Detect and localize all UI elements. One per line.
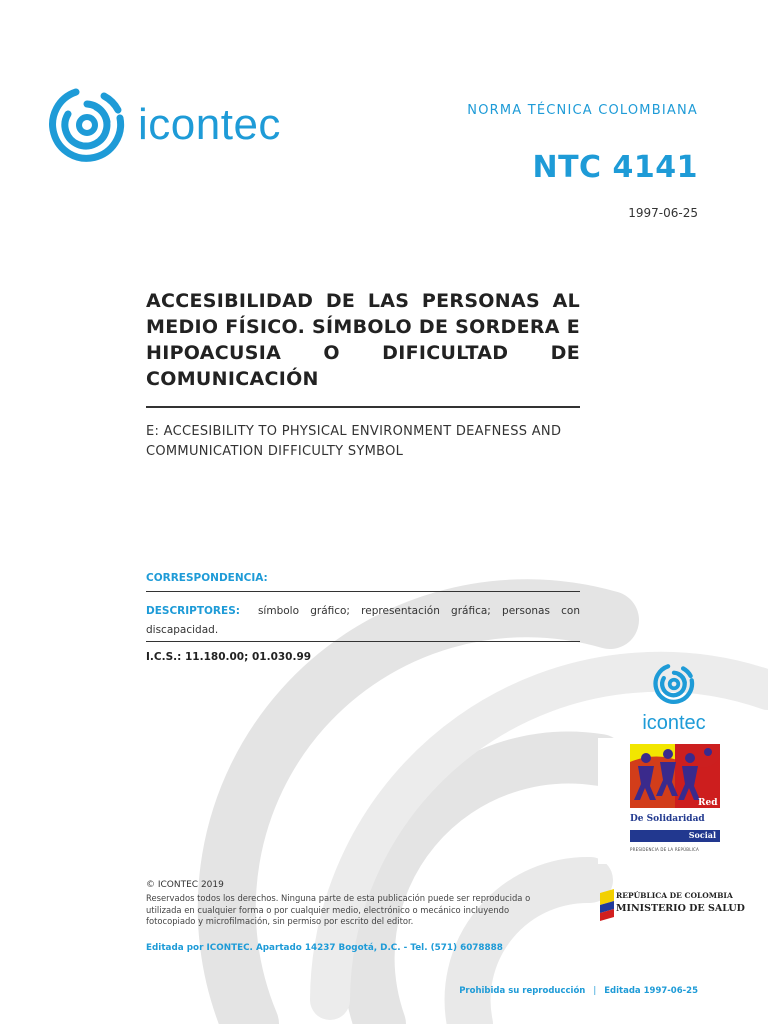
ministerio-salud-logo (598, 885, 754, 925)
document-subtitle: E: ACCESIBILITY TO PHYSICAL ENVIRONMENT DEAFNESS AND COMMUNICATION DIFFICULTY SYMBOL (146, 424, 562, 459)
icontec-logo-small (626, 662, 722, 735)
ministerio-label: MINISTERIO DE SALUD (616, 903, 745, 914)
red-solidaridad-logo (598, 738, 754, 864)
social-label: Social (630, 830, 720, 842)
standard-code: NTC 4141 (532, 150, 698, 185)
solidaridad-label: De Solidaridad (630, 814, 720, 828)
republica-label: REPÚBLICA DE COLOMBIA (616, 891, 733, 900)
editor-info: Editada por ICONTEC. Apartado 14237 Bogotá, D.C. - Tel. (571) 6078888 (146, 943, 503, 953)
descriptors-text: símbolo gráfico; representación gráfica; personas con discapacidad. (146, 605, 580, 636)
presidencia-label: PRESIDENCIA DE LA REPÚBLICA (630, 847, 699, 852)
icontec-logo (46, 84, 281, 166)
copyright-heading: © ICONTEC 2019 (146, 880, 224, 890)
icontec-symbol-icon (652, 662, 696, 706)
document-title: ACCESIBILIDAD DE LAS PERSONAS AL MEDIO FÍSICO. SÍMBOLO DE SORDERA E HIPOACUSIA O DIFICULTAD DE COMUNICACIÓN (146, 290, 581, 390)
series-label: NORMA TÉCNICA COLOMBIANA (467, 103, 698, 118)
footer-editada: Editada 1997-06-25 (604, 986, 698, 996)
descriptors-label: DESCRIPTORES: (146, 605, 240, 617)
correspondence-label: CORRESPONDENCIA: (146, 572, 268, 584)
copyright-text: Reservados todos los derechos. Ninguna parte de esta publicación puede ser reproducida o utilizada en cualquier forma o por cualquier medio, electrónico o mecánico incluyendo fotocopiado y microfilmación, sin permiso por escrito del editor. (146, 893, 531, 926)
divider (146, 406, 580, 408)
icontec-wordmark: icontec (138, 100, 281, 149)
icontec-symbol-icon (46, 84, 128, 166)
colombia-flag-icon (598, 885, 618, 925)
divider (146, 641, 580, 642)
divider (146, 591, 580, 592)
red-label: Red (698, 798, 718, 808)
ics-code: I.C.S.: 11.180.00; 01.030.99 (146, 651, 312, 663)
icontec-wordmark-small: icontec (642, 712, 706, 734)
footer-prohibida: Prohibida su reproducción (459, 986, 586, 996)
footer-separator: | (593, 986, 597, 996)
descriptors (146, 602, 580, 640)
page-footer (459, 986, 698, 996)
standard-date: 1997-06-25 (628, 206, 698, 220)
